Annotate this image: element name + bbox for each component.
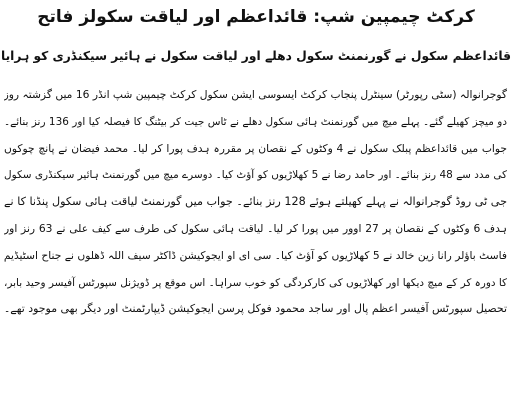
body-line: دو میچز کھیلے گئے۔ پہلے میچ میں گورنمنٹ ہائی سکول دھلے نے ٹاس جیت کر بیٹنگ کا فیصلہ کیا اور 136 رنز بنائے۔: [4, 115, 507, 128]
body-line: جواب میں قائداعظم پبلک سکول نے 4 وکٹوں کے نقصان پر مقررہ ہدف پورا کر لیا۔ محمد فیضان نے پانچ چوکوں: [4, 141, 507, 155]
body-line: فاسٹ باؤلر رانا زین خالد نے 5 کھلاڑیوں کو آؤٹ کیا۔ سی ای او ایجوکیشن ڈاکٹر سیف اللہ ڈھلوں نے جناح اسٹیڈیم: [4, 248, 507, 262]
body-line: تحصیل سپورٹس آفیسر اعظم پال اور ساجد محمود فوکل پرسن ایجوکیشن ڈیپارٹمنٹ اور دیگر بھی موجود تھے۔: [4, 302, 507, 316]
body-line: گوجرانوالہ (سٹی رپورٹر) سینٹرل پنجاب کرکٹ ایسوسی ایشن سکول کرکٹ چیمپین شپ انڈر 16 میں گزشتہ روز: [4, 88, 507, 101]
body-line: کی مدد سے 48 رنز بنائے۔ اور حامد رضا نے 5 کھلاڑیوں کو آؤٹ کیا۔ دوسرے میچ میں گورنمنٹ ہائیر سیکنڈری سکول: [4, 169, 507, 182]
body-line: ہدف 6 وکٹوں کے نقصان پر 27 اوور میں پورا کر لیا۔ لیاقت ہائی سکول کی طرف سے کیف علی نے 63 رنز اور: [4, 221, 507, 235]
body-line: جی ٹی روڈ گوجرانوالہ نے پہلے کھیلتے ہوئے 128 رنز بنائے۔ جواب میں گورنمنٹ لیاقت ہائی سکول پنڈنا کا نے: [4, 195, 507, 209]
article-headline: کرکٹ چیمپین شپ: قائداعظم اور لیاقت سکولز فاتح: [37, 7, 475, 27]
article-subheadline: قائداعظم سکول نے گورنمنٹ سکول دھلے اور لیاقت سکول نے ہائیر سیکنڈری کو ہرایا: [0, 49, 511, 63]
article-body: [4, 82, 507, 323]
body-line: کا دورہ کر کے میچ دیکھا اور کھلاڑیوں کی کارکردگی کو خوب سراہا۔ اس موقع پر ڈویژنل سپورٹس آفیسر وحید بابر،: [4, 276, 507, 289]
